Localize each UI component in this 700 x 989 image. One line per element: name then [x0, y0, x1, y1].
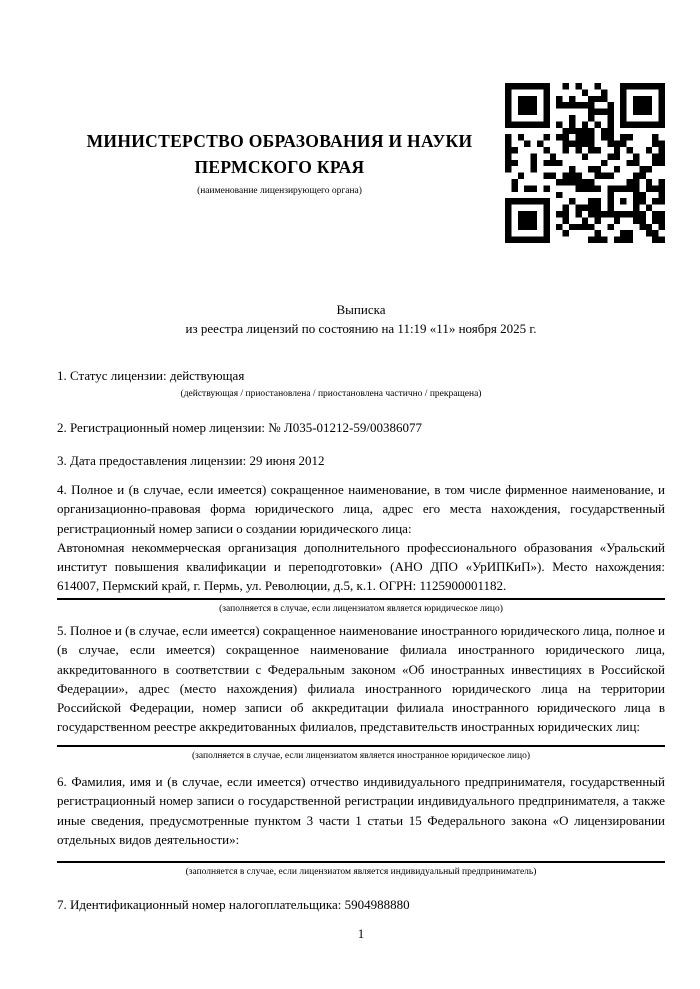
item-license-status [57, 366, 665, 400]
ministry-name-line1: МИНИСТЕРСТВО ОБРАЗОВАНИЯ И НАУКИ [86, 131, 473, 151]
legal-entity-question: 4. Полное и (в случае, если имеется) сокращенное наименование, в том числе фирменное наименование, и организационно-правовая форма юридического лица, адрес его места нахождения, государственный регистрационный номер записи о создании юридического лица: [57, 482, 665, 536]
licensing-authority-header [57, 128, 502, 197]
document-title [57, 300, 665, 338]
foreign-entity-caption: (заполняется в случае, если лицензиатом является иностранное юридическое лицо) [192, 750, 530, 761]
license-date-text: 3. Дата предоставления лицензии: 29 июня 2012 [57, 453, 325, 468]
item-individual-entrepreneur [57, 772, 665, 878]
taxpayer-number-text: 7. Идентификационный номер налогоплательщика: 5904988880 [57, 897, 410, 912]
foreign-entity-underline [57, 745, 665, 747]
license-status-text: 1. Статус лицензии: действующая [57, 368, 245, 383]
individual-entrepreneur-question: 6. Фамилия, имя и (в случае, если имеется) отчество индивидуального предпринимателя, государственный регистрационный номер записи о государственной регистрации индивидуального предпринимателя, а также иные сведения, предусмотренные пунктом 3 части 1 статьи 15 Федерального закона «О лицензировании отдельных видов деятельности»: [57, 774, 665, 847]
qr-code-icon [505, 83, 665, 243]
foreign-entity-question: 5. Полное и (в случае, если имеется) сокращенное наименование иностранного юридического лица, полное и (в случае, если имеется) сокращенное наименование филиала иностранного юридического лица, аккредитованного в соответствии с Федеральным законом «Об иностранных инвестициях в Российской Федерации», адрес (место нахождения) филиала иностранного юридического лица на территории Российской Федерации, номер записи об аккредитации филиала иностранного юридического лица в государственном реестре аккредитованных филиалов, представительств иностранных юридических лиц: [57, 623, 665, 735]
individual-entrepreneur-underline [57, 861, 665, 863]
individual-entrepreneur-caption: (заполняется в случае, если лицензиатом является индивидуальный предприниматель) [185, 867, 537, 878]
legal-entity-underline [57, 598, 665, 600]
ministry-name [57, 128, 502, 180]
page-number: 1 [357, 927, 365, 941]
registration-number-text: 2. Регистрационный номер лицензии: № Л035-01212-59/00386077 [57, 420, 423, 435]
item-taxpayer-number [57, 895, 665, 914]
item-license-date [57, 451, 665, 470]
document-title-line2: из реестра лицензий по состоянию на 11:19 «11» ноября 2025 г. [185, 321, 537, 336]
legal-entity-caption: (заполняется в случае, если лицензиатом является юридическое лицо) [219, 603, 503, 614]
item-registration-number [57, 418, 665, 437]
document-title-line1: Выписка [336, 302, 386, 317]
legal-entity-value: Автономная некоммерческая организация дополнительного профессионального образования «Уральский институт повышения квалификации и переподготовки» (АНО ДПО «УрИПКиП»). Место нахождения: 614007, Пермский край, г. Пермь, ул. Революции, д.5, к.1. ОГРН: 1125900001182. [57, 539, 665, 594]
item-foreign-entity [57, 621, 665, 762]
ministry-name-line2: ПЕРМСКОГО КРАЯ [194, 157, 365, 177]
ministry-caption: (наименование лицензирующего органа) [197, 186, 362, 196]
item-legal-entity [57, 480, 665, 615]
license-status-caption: (действующая / приостановлена / приостановлена частично / прекращена) [180, 389, 482, 400]
